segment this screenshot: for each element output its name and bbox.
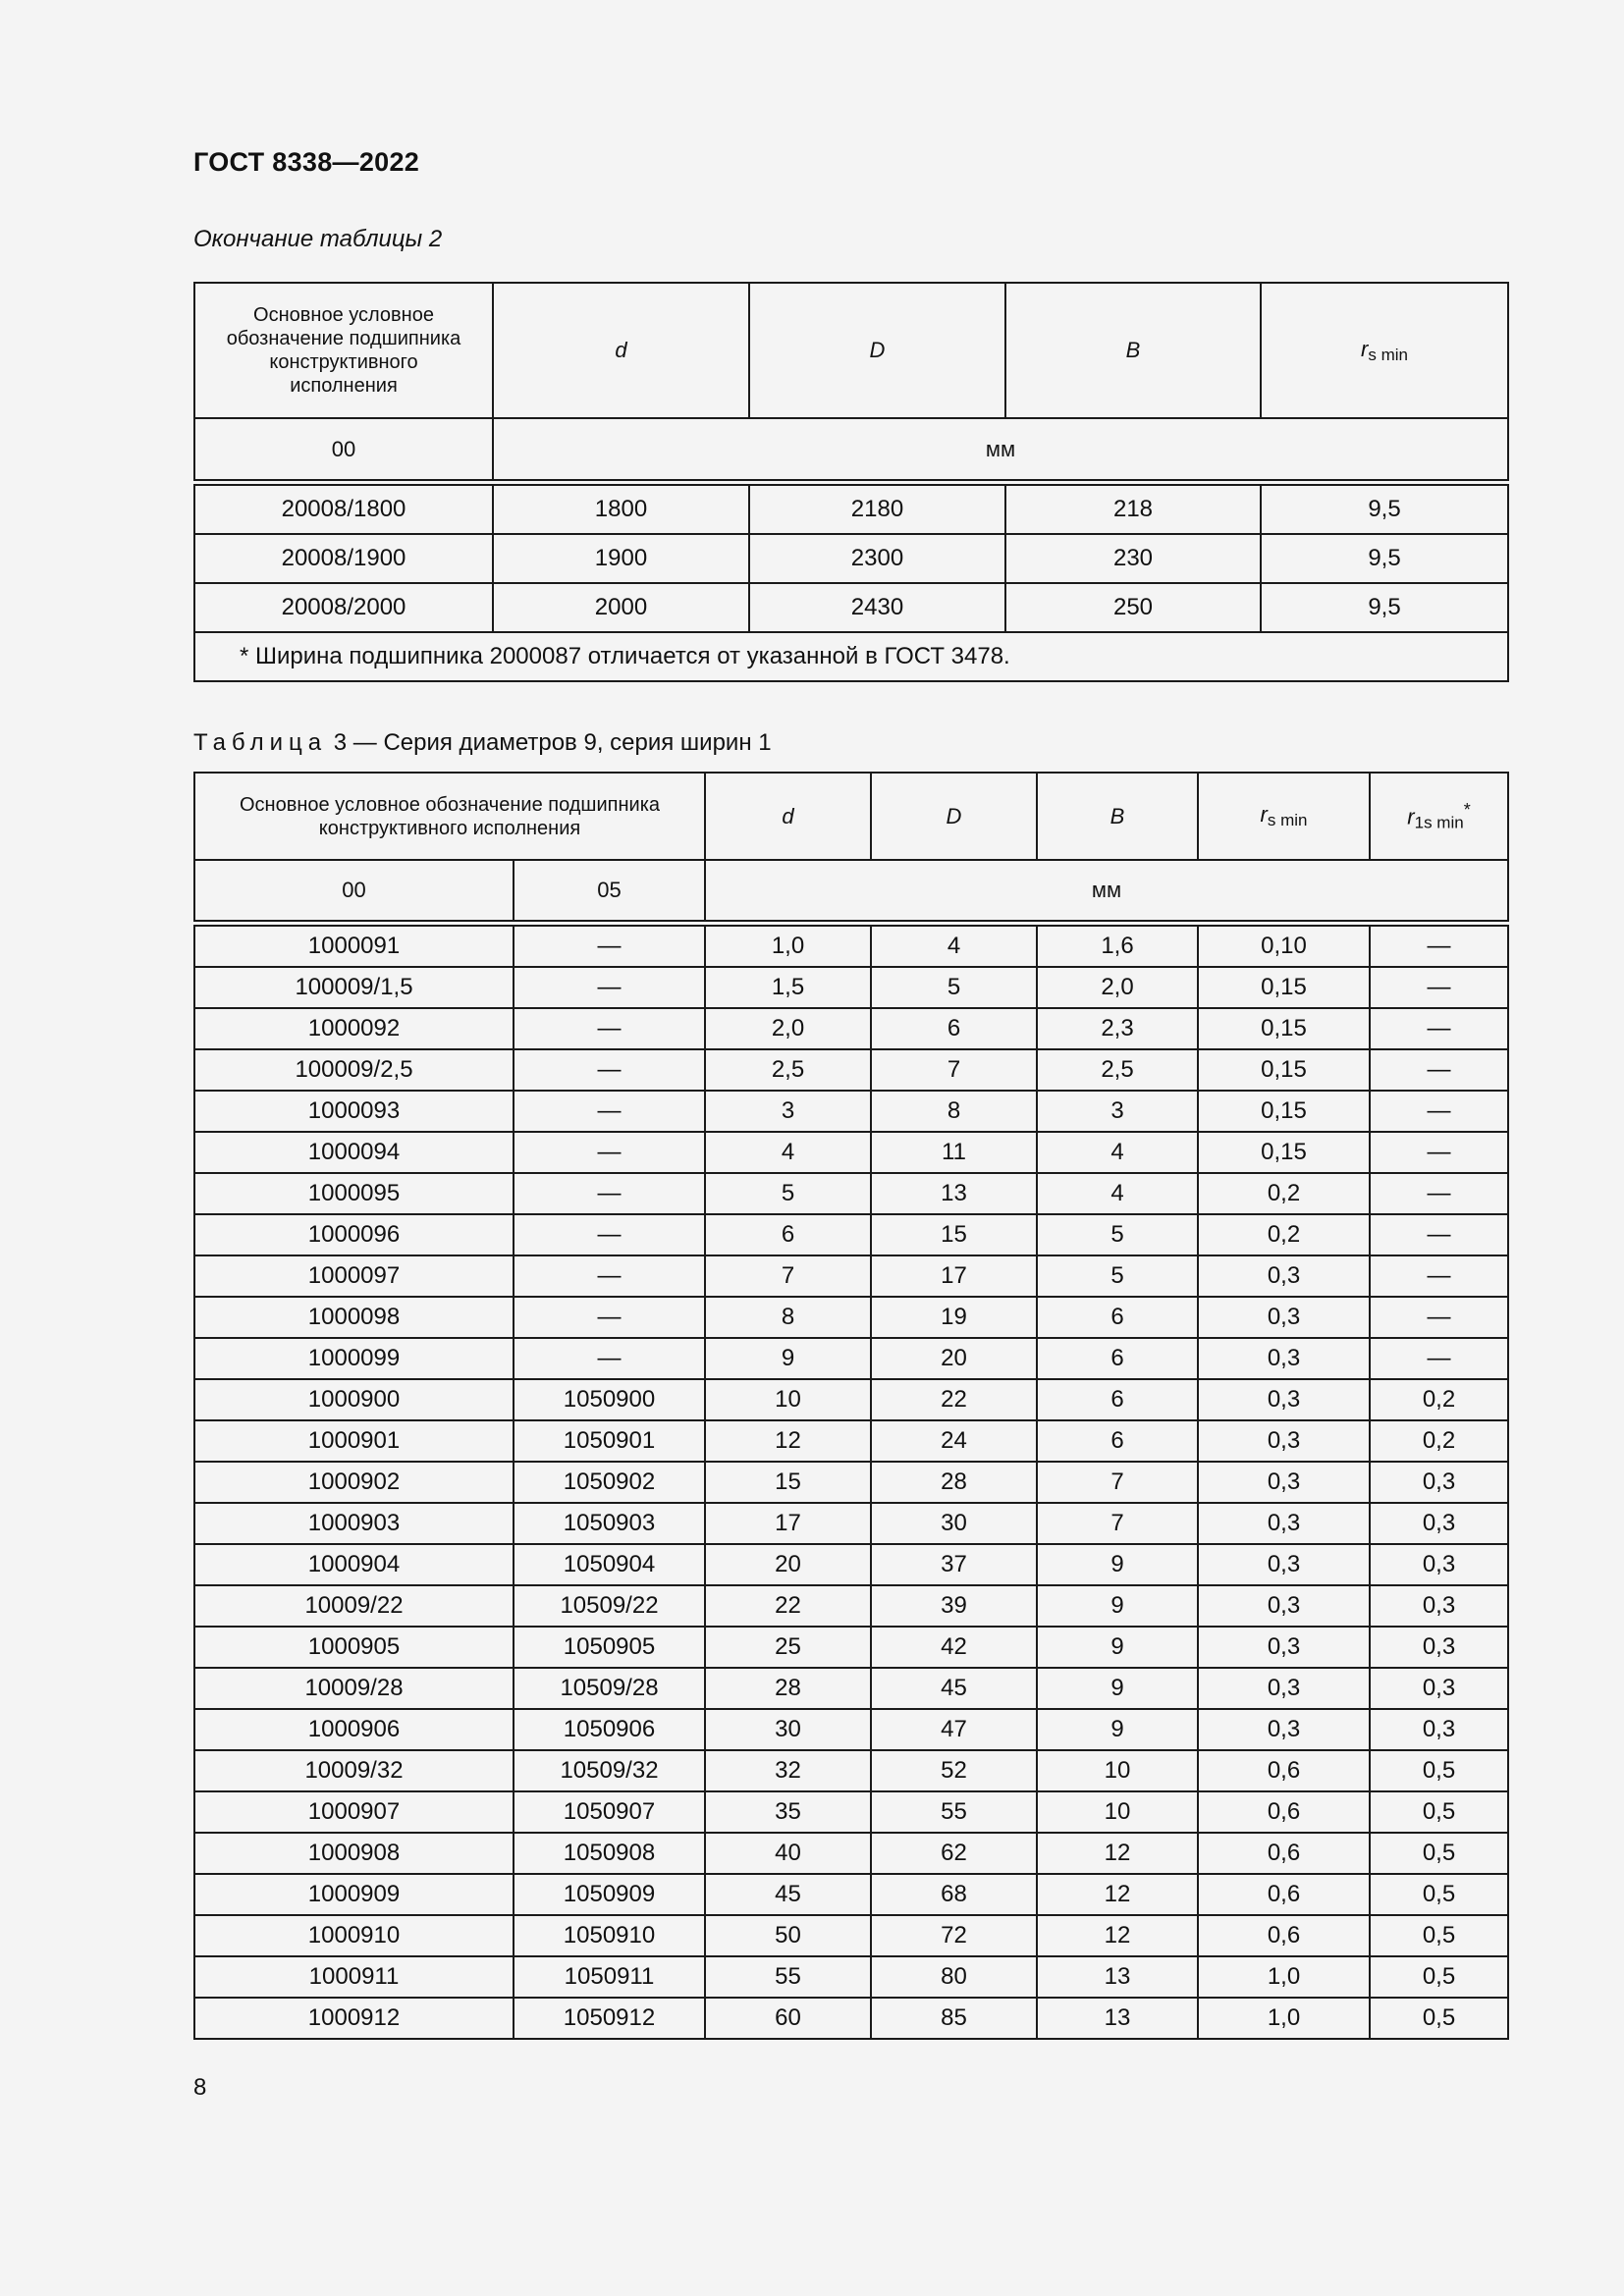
table-cell: 5 <box>1037 1255 1198 1297</box>
d-header: d <box>705 773 871 860</box>
table-row <box>194 1627 1508 1668</box>
table-cell: 1000905 <box>194 1627 514 1668</box>
table-cell: 6 <box>871 1008 1037 1049</box>
table-cell: 0,3 <box>1198 1544 1370 1585</box>
table-row <box>194 534 1508 583</box>
table-cell: 4 <box>871 924 1037 968</box>
table-cell: 47 <box>871 1709 1037 1750</box>
table-cell: 0,5 <box>1370 1874 1508 1915</box>
table-cell: 11 <box>871 1132 1037 1173</box>
table-cell: 1,0 <box>1198 1956 1370 1998</box>
table-cell: 1,0 <box>1198 1998 1370 2039</box>
table-cell: 45 <box>705 1874 871 1915</box>
table-cell: 24 <box>871 1420 1037 1462</box>
table-cell: 32 <box>705 1750 871 1791</box>
table-cell: 1050900 <box>514 1379 705 1420</box>
table-cell: 4 <box>1037 1173 1198 1214</box>
table-cell: 1000092 <box>194 1008 514 1049</box>
table-row <box>194 1008 1508 1049</box>
table-cell: 10509/22 <box>514 1585 705 1627</box>
table-cell: 10 <box>705 1379 871 1420</box>
table-cell: 3 <box>1037 1091 1198 1132</box>
unit-mm-header: мм <box>493 418 1508 483</box>
table-cell: 1900 <box>493 534 749 583</box>
table-row <box>194 924 1508 968</box>
table-cell: 12 <box>1037 1874 1198 1915</box>
table-cell: 62 <box>871 1833 1037 1874</box>
table-cell: 68 <box>871 1874 1037 1915</box>
table-cell: 8 <box>871 1091 1037 1132</box>
table-2 <box>193 282 1509 682</box>
table-cell: 0,5 <box>1370 1833 1508 1874</box>
table-cell: 0,2 <box>1198 1173 1370 1214</box>
table-cell: 1000904 <box>194 1544 514 1585</box>
B-header: B <box>1037 773 1198 860</box>
table-cell: 0,3 <box>1370 1627 1508 1668</box>
table-cell: 1050908 <box>514 1833 705 1874</box>
table-cell: 7 <box>705 1255 871 1297</box>
table-row <box>194 1709 1508 1750</box>
table-3 <box>193 772 1509 2040</box>
table-cell: 30 <box>871 1503 1037 1544</box>
table-cell: 1050912 <box>514 1998 705 2039</box>
table-cell: — <box>1370 1255 1508 1297</box>
table-cell: 4 <box>705 1132 871 1173</box>
designation-header: Основное условное обозначение подшипника конструктивного исполнения <box>194 283 493 418</box>
table-cell: — <box>1370 967 1508 1008</box>
table-row <box>194 1833 1508 1874</box>
table2-footnote: * Ширина подшипника 2000087 отличается от указанной в ГОСТ 3478. <box>194 632 1508 681</box>
table-cell: 0,3 <box>1198 1297 1370 1338</box>
table-cell: 7 <box>871 1049 1037 1091</box>
table-cell: — <box>1370 1338 1508 1379</box>
table-cell: 0,5 <box>1370 1956 1508 1998</box>
rs-min-header: $r_{s min}$ <box>1198 773 1370 860</box>
code-00-header: 00 <box>194 860 514 924</box>
table-cell: 3 <box>705 1091 871 1132</box>
table-row <box>194 1874 1508 1915</box>
table-cell: 7 <box>1037 1503 1198 1544</box>
table-cell: 6 <box>1037 1420 1198 1462</box>
table-cell: 0,5 <box>1370 1750 1508 1791</box>
table-cell: 1,0 <box>705 924 871 968</box>
table-cell: — <box>1370 924 1508 968</box>
table-cell: 0,2 <box>1370 1420 1508 1462</box>
table-cell: 12 <box>1037 1915 1198 1956</box>
table-cell: — <box>514 1008 705 1049</box>
table-cell: — <box>514 1132 705 1173</box>
table-cell: — <box>514 1091 705 1132</box>
table-cell: 9 <box>705 1338 871 1379</box>
table-cell: 9,5 <box>1261 483 1508 535</box>
table-cell: 1000901 <box>194 1420 514 1462</box>
table-cell: 0,6 <box>1198 1791 1370 1833</box>
table-cell: 1050910 <box>514 1915 705 1956</box>
unit-mm-header: мм <box>705 860 1508 924</box>
table-cell: — <box>1370 1049 1508 1091</box>
table-cell: 5 <box>871 967 1037 1008</box>
table-cell: 6 <box>1037 1338 1198 1379</box>
table-cell: 1050901 <box>514 1420 705 1462</box>
table-cell: 1000091 <box>194 924 514 968</box>
table-cell: 1050906 <box>514 1709 705 1750</box>
designation-header: Основное условное обозначение подшипника конструктивного исполнения <box>194 773 705 860</box>
table-cell: 1000095 <box>194 1173 514 1214</box>
table-cell: — <box>1370 1173 1508 1214</box>
table-cell: 55 <box>871 1791 1037 1833</box>
table-cell: 6 <box>1037 1297 1198 1338</box>
table-cell: 17 <box>705 1503 871 1544</box>
table-cell: — <box>514 1173 705 1214</box>
table-cell: 10009/32 <box>194 1750 514 1791</box>
table-cell: 5 <box>1037 1214 1198 1255</box>
table-cell: 5 <box>705 1173 871 1214</box>
table-row <box>194 1750 1508 1791</box>
table-cell: 1000907 <box>194 1791 514 1833</box>
table-cell: 1,5 <box>705 967 871 1008</box>
table-row <box>194 483 1508 535</box>
table-row <box>194 1255 1508 1297</box>
d-header: d <box>493 283 749 418</box>
table-cell: 45 <box>871 1668 1037 1709</box>
table-cell: 30 <box>705 1709 871 1750</box>
table-cell: 1000902 <box>194 1462 514 1503</box>
table-cell: 28 <box>871 1462 1037 1503</box>
table-cell: 0,15 <box>1198 1132 1370 1173</box>
table-cell: 0,5 <box>1370 1915 1508 1956</box>
table-row <box>194 1544 1508 1585</box>
table-row <box>194 1585 1508 1627</box>
table-row <box>194 1338 1508 1379</box>
table-cell: 1000906 <box>194 1709 514 1750</box>
r1s-min-header: $r_{1s min}^*$ <box>1370 773 1508 860</box>
table-row <box>194 1668 1508 1709</box>
table-cell: 17 <box>871 1255 1037 1297</box>
table-cell: 0,2 <box>1198 1214 1370 1255</box>
table-cell: 0,6 <box>1198 1750 1370 1791</box>
table-cell: 0,15 <box>1198 1008 1370 1049</box>
rs-min-header: $r_{s min}$ <box>1261 283 1508 418</box>
table-cell: 2000 <box>493 583 749 632</box>
table-cell: 15 <box>705 1462 871 1503</box>
table-cell: 100009/2,5 <box>194 1049 514 1091</box>
table-cell: 2,3 <box>1037 1008 1198 1049</box>
table-cell: 2430 <box>749 583 1005 632</box>
table-cell: 13 <box>871 1173 1037 1214</box>
table3-caption-label: Таблица <box>193 729 328 756</box>
table-cell: 1000900 <box>194 1379 514 1420</box>
table-cell: 0,15 <box>1198 1091 1370 1132</box>
document-title: ГОСТ 8338—2022 <box>193 147 420 177</box>
table-cell: 85 <box>871 1998 1037 2039</box>
B-header: B <box>1005 283 1261 418</box>
table-cell: 1050907 <box>514 1791 705 1833</box>
table-row <box>194 1049 1508 1091</box>
table-row <box>194 583 1508 632</box>
table-cell: — <box>514 1255 705 1297</box>
table-cell: 0,3 <box>1370 1709 1508 1750</box>
table-cell: 0,3 <box>1198 1255 1370 1297</box>
table-cell: 0,3 <box>1198 1462 1370 1503</box>
table-cell: 2,5 <box>705 1049 871 1091</box>
table-cell: 9 <box>1037 1709 1198 1750</box>
table-cell: 22 <box>705 1585 871 1627</box>
table-cell: 13 <box>1037 1956 1198 1998</box>
table-cell: 20 <box>871 1338 1037 1379</box>
table-cell: 1000093 <box>194 1091 514 1132</box>
table-cell: 0,6 <box>1198 1833 1370 1874</box>
table-cell: 1050911 <box>514 1956 705 1998</box>
table-row <box>194 1173 1508 1214</box>
table-cell: 80 <box>871 1956 1037 1998</box>
table-cell: 10509/32 <box>514 1750 705 1791</box>
table-cell: 0,3 <box>1198 1338 1370 1379</box>
table-cell: 1000098 <box>194 1297 514 1338</box>
table-row <box>194 967 1508 1008</box>
table-cell: 1050903 <box>514 1503 705 1544</box>
table-cell: 1000910 <box>194 1915 514 1956</box>
table-cell: 0,15 <box>1198 967 1370 1008</box>
table-cell: 10 <box>1037 1791 1198 1833</box>
table-cell: 218 <box>1005 483 1261 535</box>
table-cell: 0,3 <box>1198 1585 1370 1627</box>
table-cell: — <box>514 967 705 1008</box>
table-cell: 0,3 <box>1370 1668 1508 1709</box>
table-cell: 1,6 <box>1037 924 1198 968</box>
table-cell: 0,3 <box>1370 1503 1508 1544</box>
table-cell: 9 <box>1037 1585 1198 1627</box>
table-cell: 1800 <box>493 483 749 535</box>
table-cell: 0,6 <box>1198 1915 1370 1956</box>
table-cell: 1000911 <box>194 1956 514 1998</box>
table-cell: 10009/28 <box>194 1668 514 1709</box>
table-cell: 9,5 <box>1261 583 1508 632</box>
table-row <box>194 1214 1508 1255</box>
table-cell: 35 <box>705 1791 871 1833</box>
table-cell: 0,3 <box>1198 1420 1370 1462</box>
table-cell: 0,3 <box>1198 1503 1370 1544</box>
table-cell: 10 <box>1037 1750 1198 1791</box>
table-cell: 0,3 <box>1198 1709 1370 1750</box>
table-cell: 1000903 <box>194 1503 514 1544</box>
table-cell: 20008/1800 <box>194 483 493 535</box>
table3-caption-text: 3 — Серия диаметров 9, серия ширин 1 <box>327 729 772 756</box>
table-cell: — <box>1370 1091 1508 1132</box>
table-cell: 12 <box>705 1420 871 1462</box>
table-cell: 2,0 <box>1037 967 1198 1008</box>
table-cell: 0,3 <box>1370 1462 1508 1503</box>
table-cell: — <box>514 1297 705 1338</box>
page-number: 8 <box>193 2074 207 2101</box>
table-cell: 1050905 <box>514 1627 705 1668</box>
table-cell: 2,5 <box>1037 1049 1198 1091</box>
table-cell: 1000097 <box>194 1255 514 1297</box>
table-cell: — <box>1370 1132 1508 1173</box>
table2-caption: Окончание таблицы 2 <box>193 226 443 252</box>
table-cell: 72 <box>871 1915 1037 1956</box>
table-cell: 15 <box>871 1214 1037 1255</box>
table-cell: 0,6 <box>1198 1874 1370 1915</box>
table-cell: 1000909 <box>194 1874 514 1915</box>
table-cell: 20008/2000 <box>194 583 493 632</box>
table-row <box>194 1132 1508 1173</box>
table-cell: 6 <box>705 1214 871 1255</box>
table-cell: 40 <box>705 1833 871 1874</box>
table-cell: 1050904 <box>514 1544 705 1585</box>
table-cell: 250 <box>1005 583 1261 632</box>
D-header: D <box>871 773 1037 860</box>
table-cell: 0,10 <box>1198 924 1370 968</box>
table-cell: 12 <box>1037 1833 1198 1874</box>
table-row <box>194 1503 1508 1544</box>
table-cell: — <box>1370 1008 1508 1049</box>
table-row <box>194 1297 1508 1338</box>
table-cell: 39 <box>871 1585 1037 1627</box>
table-cell: 55 <box>705 1956 871 1998</box>
table-cell: 0,3 <box>1198 1627 1370 1668</box>
table-cell: 19 <box>871 1297 1037 1338</box>
table-cell: 1000912 <box>194 1998 514 2039</box>
table3-caption <box>193 729 772 757</box>
D-header: D <box>749 283 1005 418</box>
table-row <box>194 1420 1508 1462</box>
table-row <box>194 1998 1508 2039</box>
table-cell: — <box>1370 1297 1508 1338</box>
table-cell: 50 <box>705 1915 871 1956</box>
table-cell: 25 <box>705 1627 871 1668</box>
table-cell: 22 <box>871 1379 1037 1420</box>
table-row <box>194 1956 1508 1998</box>
table-cell: 7 <box>1037 1462 1198 1503</box>
table-cell: — <box>1370 1214 1508 1255</box>
table-cell: 1000094 <box>194 1132 514 1173</box>
table-cell: 1050902 <box>514 1462 705 1503</box>
table-cell: 230 <box>1005 534 1261 583</box>
table-cell: 8 <box>705 1297 871 1338</box>
table-cell: — <box>514 1049 705 1091</box>
table-cell: 0,3 <box>1370 1585 1508 1627</box>
table-cell: 1000099 <box>194 1338 514 1379</box>
table-cell: 0,15 <box>1198 1049 1370 1091</box>
table-cell: 2180 <box>749 483 1005 535</box>
table-row <box>194 1091 1508 1132</box>
code-00-header: 00 <box>194 418 493 483</box>
code-05-header: 05 <box>514 860 705 924</box>
table-cell: 0,5 <box>1370 1998 1508 2039</box>
table-cell: 52 <box>871 1750 1037 1791</box>
table-cell: 4 <box>1037 1132 1198 1173</box>
table-cell: 1000096 <box>194 1214 514 1255</box>
table-cell: — <box>514 1338 705 1379</box>
table-cell: 2300 <box>749 534 1005 583</box>
table-cell: 0,3 <box>1198 1668 1370 1709</box>
table-cell: 9 <box>1037 1544 1198 1585</box>
table-cell: 37 <box>871 1544 1037 1585</box>
table-cell: — <box>514 924 705 968</box>
table-cell: 2,0 <box>705 1008 871 1049</box>
table-cell: 9 <box>1037 1627 1198 1668</box>
table-cell: 0,3 <box>1198 1379 1370 1420</box>
table-cell: 10509/28 <box>514 1668 705 1709</box>
table-cell: 20 <box>705 1544 871 1585</box>
table-cell: 0,2 <box>1370 1379 1508 1420</box>
table-cell: 0,3 <box>1370 1544 1508 1585</box>
table-cell: 9 <box>1037 1668 1198 1709</box>
table-row <box>194 1915 1508 1956</box>
table-cell: 60 <box>705 1998 871 2039</box>
table-cell: 6 <box>1037 1379 1198 1420</box>
table-cell: 1050909 <box>514 1874 705 1915</box>
table-cell: 28 <box>705 1668 871 1709</box>
table-cell: 1000908 <box>194 1833 514 1874</box>
table-cell: 10009/22 <box>194 1585 514 1627</box>
table-cell: 100009/1,5 <box>194 967 514 1008</box>
table-cell: 0,5 <box>1370 1791 1508 1833</box>
table-row <box>194 1379 1508 1420</box>
table-cell: 20008/1900 <box>194 534 493 583</box>
table-cell: — <box>514 1214 705 1255</box>
table-cell: 9,5 <box>1261 534 1508 583</box>
table-cell: 42 <box>871 1627 1037 1668</box>
table-cell: 13 <box>1037 1998 1198 2039</box>
table-row <box>194 1462 1508 1503</box>
table-row <box>194 1791 1508 1833</box>
